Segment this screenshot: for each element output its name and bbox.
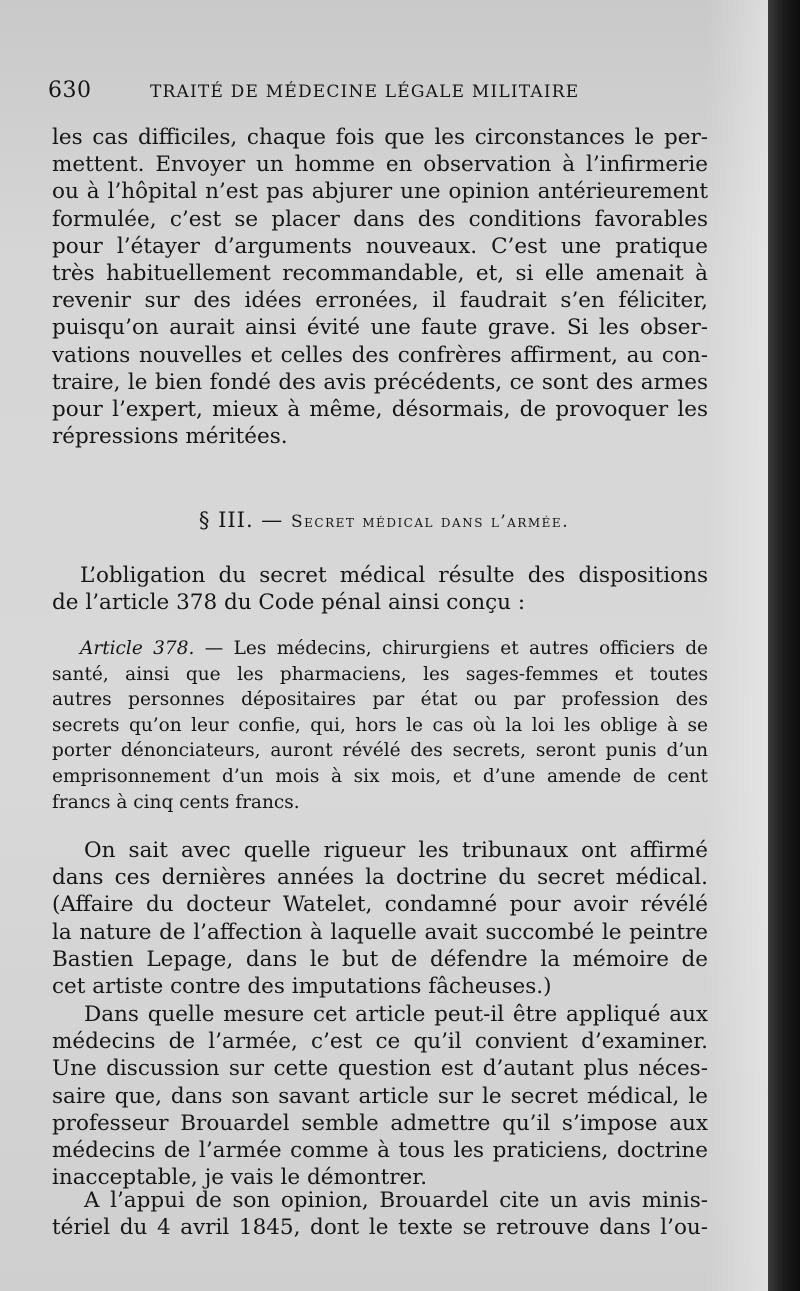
text-line: pour l’expert, mieux à même, désormais, de provoquer les: [52, 397, 708, 423]
text-line: revenir sur des idées erronées, il faudrait s’en féliciter,: [52, 288, 708, 314]
running-head: [48, 78, 728, 112]
text-line: Bastien Lepage, dans le but de défendre la mémoire de: [52, 946, 708, 972]
text-line: (Affaire du docteur Watelet, condamné pour avoir révélé: [52, 892, 708, 918]
section-heading: [0, 508, 768, 532]
text-line: formulée, c’est se placer dans des conditions favorables: [52, 206, 708, 232]
paragraph-4: [52, 1001, 708, 1191]
text-line: inacceptable, je vais le démontrer.: [52, 1165, 428, 1191]
article-first-line-text: — Les médecins, chirurgiens et autres officiers de: [194, 638, 708, 659]
text-line: Dans quelle mesure cet article peut-il être appliqué aux: [84, 1002, 708, 1027]
text-line: Une discussion sur cette question est d’autant plus néces-: [52, 1056, 708, 1082]
paragraph-1: [52, 124, 708, 450]
text-line: saire que, dans son savant article sur le secret médical, le: [52, 1083, 708, 1109]
paragraph-5: [52, 1187, 708, 1241]
text-line: puisqu’on aurait ainsi évité une faute grave. Si les obser-: [52, 315, 708, 341]
text-line: francs à cinq cents francs.: [52, 791, 300, 813]
text-line: répressions méritées.: [52, 424, 288, 450]
section-title: Secret médical dans l’armée.: [290, 512, 570, 532]
text-line: tériel du 4 avril 1845, dont le texte se retrouve dans l’ou-: [52, 1215, 708, 1241]
text-line: L’obligation du secret médical résulte des dispositions: [80, 563, 708, 588]
text-line: On sait avec quelle rigueur les tribunaux ont affirmé: [84, 838, 708, 863]
text-line: A l’appui de son opinion, Brouardel cite un avis minis-: [84, 1188, 708, 1213]
section-number: § III. —: [198, 508, 291, 532]
article-first-line: [52, 636, 708, 662]
text-line: les cas difficiles, chaque fois que les circonstances le per-: [52, 125, 708, 150]
page-number: 630: [48, 78, 92, 103]
paragraph-3: [52, 837, 708, 1000]
text-line: emprisonnement d’un mois à six mois, et d’une amende de cent: [52, 765, 708, 787]
running-title: TRAITÉ DE MÉDECINE LÉGALE MILITAIRE: [150, 82, 580, 102]
text-line: la nature de l’affection à laquelle avait succombé le peintre: [52, 919, 708, 945]
text-line: dans ces dernières années la doctrine du secret médical.: [52, 865, 708, 891]
article-label: Article 378.: [80, 638, 195, 659]
paragraph-2: [52, 562, 708, 616]
text-line: médecins de l’armée comme à tous les praticiens, doctrine: [52, 1138, 708, 1164]
text-line: de l’article 378 du Code pénal ainsi conçu :: [52, 590, 526, 616]
text-line: secrets qu’on leur confie, qui, hors le cas où la loi les oblige à se: [52, 714, 708, 736]
text-line: santé, ainsi que les pharmaciens, les sages-femmes et toutes: [52, 663, 708, 685]
text-line: ou à l’hôpital n’est pas abjurer une opinion antérieurement: [52, 179, 708, 205]
article-378-quote: [52, 636, 708, 815]
text-line: traire, le bien fondé des avis précédents, ce sont des armes: [52, 369, 708, 395]
text-line: porter dénonciateurs, auront révélé des secrets, seront punis d’un: [52, 740, 708, 762]
text-line: cet artiste contre des imputations fâcheuses.): [52, 974, 552, 1000]
text-line: autres personnes dépositaires par état ou par profession des: [52, 689, 708, 711]
text-line: vations nouvelles et celles des confrères affirment, au con-: [52, 342, 708, 368]
text-line: très habituellement recommandable, et, si elle amenait à: [52, 261, 708, 287]
book-spine-shadow: [768, 0, 800, 1291]
text-line: médecins de l’armée, c’est ce qu’il convient d’examiner.: [52, 1029, 708, 1055]
text-line: professeur Brouardel semble admettre qu’il s’impose aux: [52, 1110, 708, 1136]
text-line: pour l’étayer d’arguments nouveaux. C’est une pratique: [52, 233, 708, 259]
text-line: mettent. Envoyer un homme en observation à l’infirmerie: [52, 152, 708, 178]
